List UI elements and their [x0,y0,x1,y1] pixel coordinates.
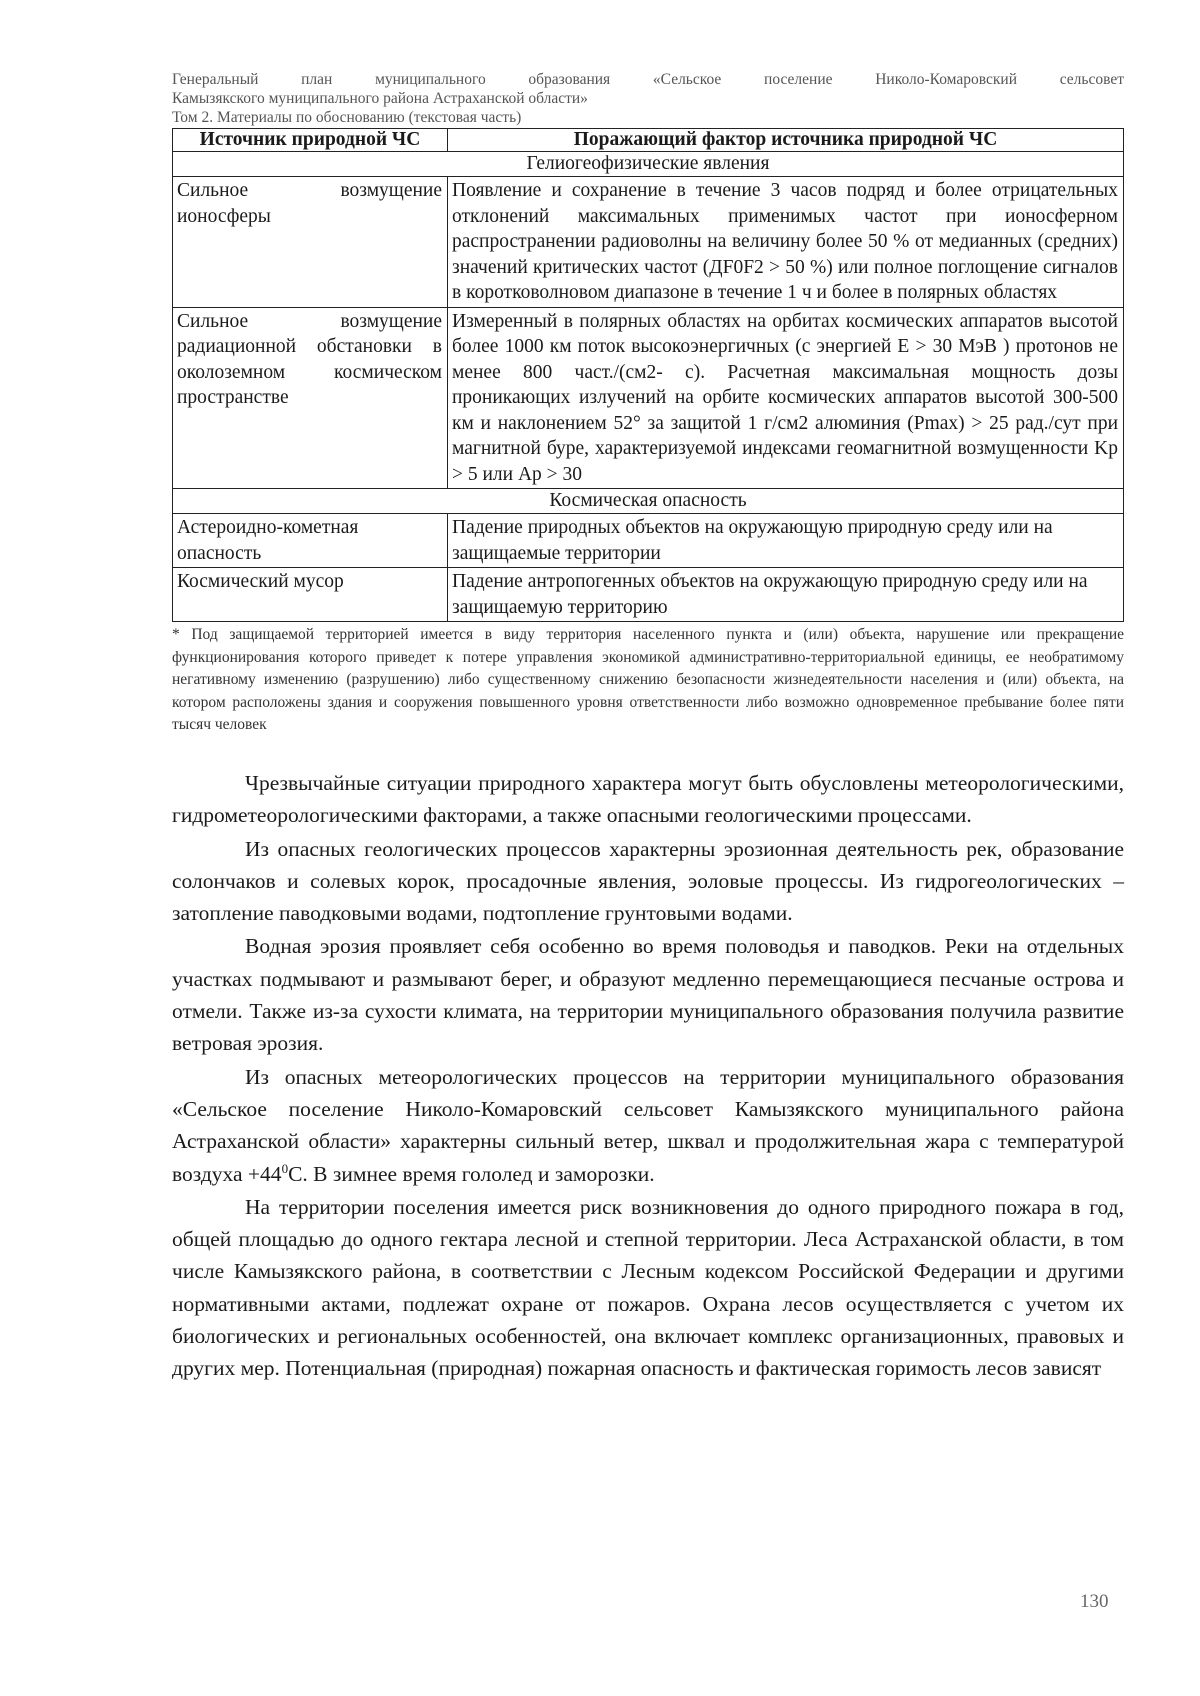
col-header-source: Источник природной ЧС [173,129,448,152]
section-title-space: Космическая опасность [173,489,1124,514]
paragraph-text: Из опасных метеорологических процессов на территории муниципального образования «Сельское поселение Николо-Комаровский сельсовет Камызякского муниципального района Астраханской области» характерны сильный ветер, шквал и продолжительная жара с температурой воздуха +44 [172,1064,1124,1186]
cell-factor: Измеренный в полярных областях на орбитах космических аппаратов высотой более 1000 км поток высокоэнергичных (с энергией E > 30 МэВ ) протонов не менее 800 част./(см2- с). Расчетная максимальная мощность дозы проникающих излучений на орбите космических аппаратов высотой 300-500 км и наклонением 52° за защитой 1 г/см2 алюминия (Pmax) > 25 рад./сут при магнитной буре, характеризуемой индексами геомагнитной возмущенности Kp > 5 или Ap > 30 [448,307,1124,489]
paragraph: Из опасных геологических процессов характерны эрозионная деятельность рек, образование солончаков и солевых корок, просадочные явления, эоловые процессы. Из гидрогеологических – затопление паводковыми водами, подтопление грунтовыми водами. [172,836,1124,926]
header-line-1: Генеральный план муниципального образования «Сельское поселение Николо-Комаровский сельсовет [172,71,1124,88]
running-header [172,70,1124,127]
table-header-row [173,129,1124,152]
header-line-2: Камызякского муниципального района Астраханской области» [172,90,588,107]
col-header-factor: Поражающий фактор источника природной ЧС [448,129,1124,152]
paragraph [172,1061,1124,1190]
section-title-heliogeophysical: Гелиогеофизические явления [173,152,1124,177]
cell-source: Астероидно-кометная опасность [173,514,448,568]
table-row [173,514,1124,568]
table-row [173,177,1124,308]
section-row [173,489,1124,514]
paragraph: Чрезвычайные ситуации природного характера могут быть обусловлены метеорологическими, гидрометеорологическими факторами, а также опасными геологическими процессами. [172,770,1124,828]
cell-source: Космический мусор [173,568,448,622]
section-row [173,152,1124,177]
paragraph: Водная эрозия проявляет себя особенно во время половодья и паводков. Реки на отдельных участках подмывают и размывают берег, и образуют медленно перемещающиеся песчаные острова и отмели. Также из-за сухости климата, на территории муниципального образования получила развитие ветровая эрозия. [172,934,1124,1056]
page-number: 130 [1080,1591,1109,1612]
cell-source: Сильное возмущение радиационной обстановки в околоземном космическом пространстве [173,307,448,489]
table-footnote: * Под защищаемой территорией имеется в виду территория населенного пункта и (или) объекта, нарушение или прекращение функционирования которого приведет к потере управления экономикой административно-территориальной единицы, ее необратимому негативному изменению (разрушению) либо существенному снижению безопасности жизнедеятельности населения и (или) объекта, на котором расположены здания и сооружения повышенного уровня ответственности либо возможно одновременное пребывание более пяти тысяч человек [172,626,1124,734]
table-row [173,568,1124,622]
cell-factor: Появление и сохранение в течение 3 часов подряд и более отрицательных отклонений максимальных применимых частот при ионосферном распространении радиоволны на величину более 50 % от медианных (средних) значений критических частот (ДF0F2 > 50 %) или полное поглощение сигналов в коротковолновом диапазоне в течение 1 ч и более в полярных областях [448,177,1124,308]
document-page [172,70,1124,1385]
natural-hazards-table [172,128,1124,622]
degree-superscript: 0 [281,1160,289,1176]
paragraph-text: С. В зимнее время гололед и заморозки. [288,1161,655,1186]
table-row [173,307,1124,489]
cell-factor: Падение природных объектов на окружающую природную среду или на защищаемые территории [448,514,1124,568]
cell-source: Сильное возмущение ионосферы [173,177,448,308]
body-text [172,767,1124,1385]
cell-factor: Падение антропогенных объектов на окружающую природную среду или на защищаемую территорию [448,568,1124,622]
paragraph: На территории поселения имеется риск возникновения до одного природного пожара в год, общей площадью до одного гектара лесной и степной территории. Леса Астраханской области, в том числе Камызякского района, в соответствии с Лесным кодексом Российской Федерации и другими нормативными актами, подлежат охране от пожаров. Охрана лесов осуществляется с учетом их биологических и региональных особенностей, она включает комплекс организационных, правовых и других мер. Потенциальная (природная) пожарная опасность и фактическая горимость лесов зависят [172,1194,1124,1381]
header-line-3: Том 2. Материалы по обоснованию (текстовая часть) [172,109,522,126]
